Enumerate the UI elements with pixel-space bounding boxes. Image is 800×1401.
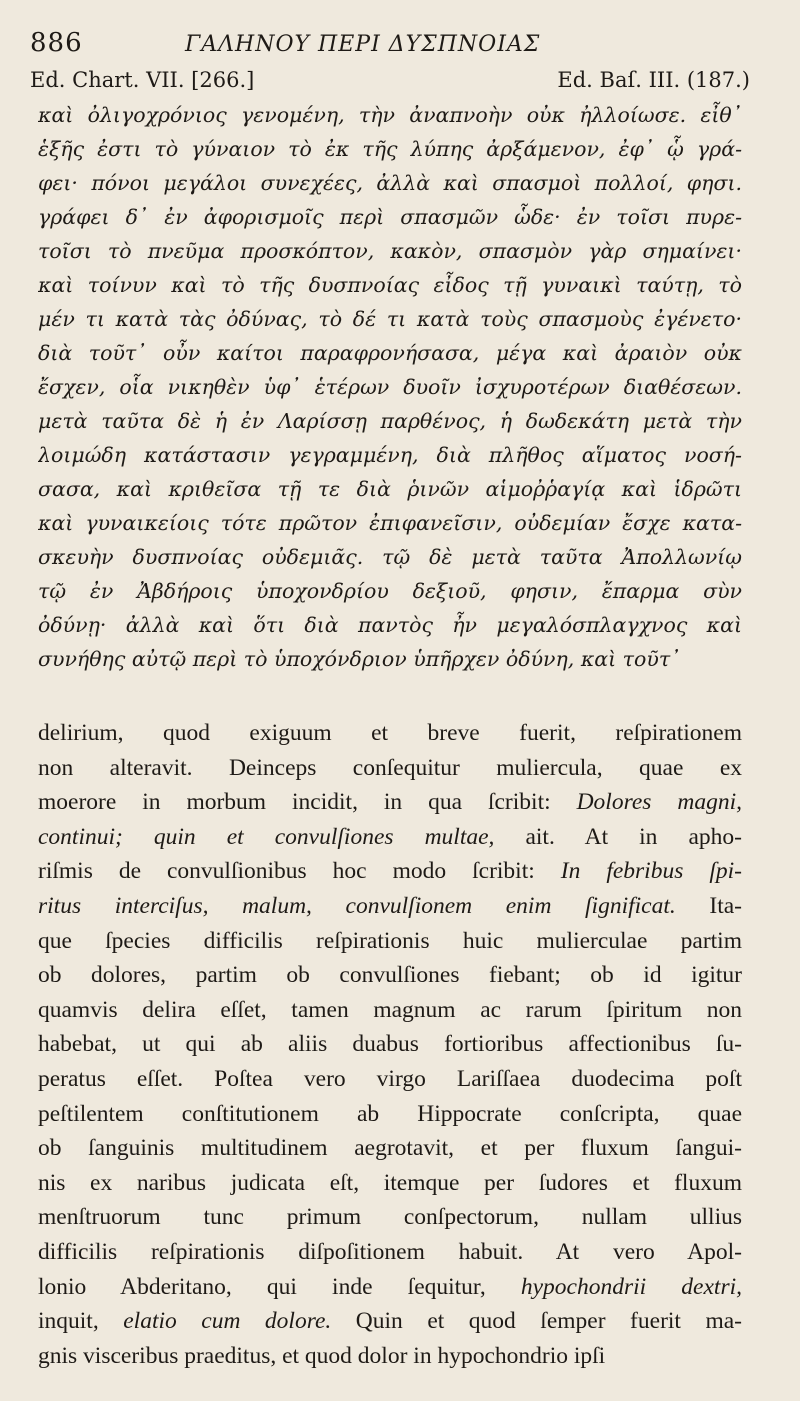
- latin-text-segment: peſtilentem conſtitutionem ab Hippocrate conſcripta, quae: [38, 1100, 742, 1127]
- latin-text-segment: inquit,: [38, 1308, 124, 1335]
- edition-chartier-ref: Ed. Chart. VII. [266.]: [30, 68, 255, 92]
- latin-text-line: [38, 751, 742, 786]
- latin-text-line: [38, 958, 742, 993]
- latin-text-segment: gnis visceribus praeditus, et quod dolor in hypochondrio ipſi: [38, 1342, 606, 1369]
- latin-text-line: [38, 1200, 742, 1235]
- greek-text-line: καὶ ὀλιγοχρόνιος γενομένη, τὴν ἀναπνοὴν οὐκ ἠλλοίωσε. εἶθ᾽: [38, 103, 742, 127]
- latin-text-segment: que ſpecies difficilis reſpirationis huic mulierculae partim: [38, 927, 742, 954]
- greek-text-line: τοῖσι τὸ πνεῦμα προσκόπτον, κακὸν, σπασμὸν γὰρ σημαίνει·: [38, 239, 742, 263]
- greek-text-line: λοιμώδη κατάστασιν γεγραμμένη, διὰ πλῆθος αἵματος νοσή-: [38, 443, 742, 467]
- greek-text-line: καὶ γυναικείοις τότε πρῶτον ἐπιφανεῖσιν, οὐδεμίαν ἔσχε κατα-: [38, 511, 742, 535]
- page-number: 886: [30, 28, 83, 58]
- latin-text-segment: Ita-: [675, 892, 742, 919]
- latin-text-line: [38, 1166, 742, 1201]
- latin-text-segment: nis ex naribus judicata eſt, itemque per ſudores et fluxum: [38, 1169, 742, 1196]
- latin-text-line: [38, 820, 742, 855]
- latin-text-segment: ob dolores, partim ob convulſiones fiebant; ob id igitur: [38, 962, 742, 989]
- latin-text-segment: Quin et quod ſemper fuerit ma-: [331, 1308, 742, 1335]
- latin-text-line: [38, 1131, 742, 1166]
- latin-text-block: [38, 716, 742, 1373]
- greek-text-line: μέν τι κατὰ τὰς ὀδύνας, τὸ δέ τι κατὰ τοὺς σπασμοὺς ἐγένετο·: [38, 307, 742, 331]
- latin-text-segment: moerore in morbum incidit, in qua ſcribit:: [38, 789, 577, 816]
- greek-text-line: διὰ τοῦτ᾽ οὖν καίτοι παραφρονήσασα, μέγα καὶ ἀραιὸν οὐκ: [38, 341, 742, 365]
- greek-text-line: συνήθης αὐτῷ περὶ τὸ ὑποχόνδριον ὑπῆρχεν ὀδύνη, καὶ τοῦτ᾽: [38, 647, 681, 671]
- greek-text-line: φει· πόνοι μεγάλοι συνεχέες, ἀλλὰ καὶ σπασμοὶ πολλοί, φησι.: [38, 171, 742, 195]
- greek-text-line: σασα, καὶ κριθεῖσα τῇ τε διὰ ῥινῶν αἱμοῤῥαγίᾳ καὶ ἱδρῶτι: [38, 477, 742, 501]
- latin-text-segment: peratus eſſet. Poſtea vero virgo Lariſſaea duodecima poſt: [38, 1065, 742, 1092]
- edition-basel-ref: Ed. Baſ. III. (187.): [557, 68, 750, 92]
- latin-text-segment: ob ſanguinis multitudinem aegrotavit, et per fluxum ſangui-: [38, 1135, 742, 1162]
- latin-italic-segment: continui; quin et convulſiones multae,: [38, 823, 495, 850]
- greek-text-line: ὀδύνῃ· ἀλλὰ καὶ ὅτι διὰ παντὸς ἦν μεγαλόσπλαγχνος καὶ: [38, 613, 742, 637]
- latin-text-segment: delirium, quod exiguum et breve fuerit, reſpirationem: [38, 720, 742, 746]
- latin-text-segment: non alteravit. Deinceps conſequitur muliercula, quae ex: [38, 754, 742, 781]
- latin-text-segment: menſtruorum tunc primum conſpectorum, nullam ullius: [38, 1204, 742, 1231]
- latin-text-line: [38, 716, 742, 751]
- latin-text-segment: lonio Abderitano, qui inde ſequitur,: [38, 1273, 521, 1300]
- latin-text-line: [38, 1027, 742, 1062]
- latin-text-line: [38, 854, 742, 889]
- latin-text-line: [38, 1270, 742, 1305]
- latin-text-line: [38, 1097, 742, 1132]
- page-header: [30, 26, 770, 62]
- latin-text-line: [38, 1062, 742, 1097]
- greek-text-line: καὶ τοίνυν καὶ τὸ τῆς δυσπνοίας εἶδος τῇ γυναικὶ ταύτῃ, τὸ: [38, 273, 742, 297]
- latin-italic-segment: hypochondrii dextri,: [520, 1273, 742, 1300]
- latin-text-line: [38, 924, 742, 959]
- latin-text-line: [38, 1339, 742, 1374]
- latin-text-segment: riſmis de convulſionibus hoc modo ſcribit:: [38, 858, 561, 885]
- latin-text-line: [38, 1235, 742, 1270]
- running-title: ΓΑΛΗΝΟΥ ΠΕΡΙ ΔΥΣΠΝΟΙΑΣ: [185, 32, 541, 57]
- latin-text-line: [38, 1304, 742, 1339]
- latin-text-segment: habebat, ut qui ab aliis duabus fortioribus affectionibus ſu-: [38, 1031, 742, 1058]
- latin-text-segment: quamvis delira eſſet, tamen magnum ac rarum ſpiritum non: [38, 996, 742, 1023]
- greek-text-block: [38, 98, 742, 676]
- latin-italic-segment: In febribus ſpi-: [560, 858, 742, 885]
- latin-italic-segment: Dolores magni,: [576, 789, 742, 816]
- edition-reference-line: [30, 68, 750, 96]
- latin-italic-segment: ritus interciſus, malum, convulſionem enim ſignificat.: [38, 892, 676, 919]
- greek-text-line: σκευὴν δυσπνοίας οὐδεμιᾶς. τῷ δὲ μετὰ ταῦτα Ἀπολλωνίῳ: [38, 545, 742, 569]
- greek-text-line: τῷ ἐν Ἀβδήροις ὑποχονδρίου δεξιοῦ, φησιν, ἔπαρμα σὺν: [38, 579, 742, 603]
- greek-text-line: γράφει δ᾽ ἐν ἀφορισμοῖς περὶ σπασμῶν ὧδε· ἐν τοῖσι πυρε-: [38, 205, 742, 229]
- greek-text-line: ἑξῆς ἐστι τὸ γύναιον τὸ ἐκ τῆς λύπης ἀρξάμενον, ἐφ᾽ ᾧ γρά-: [38, 137, 742, 161]
- greek-text-line: μετὰ ταῦτα δὲ ἡ ἐν Λαρίσσῃ παρθένος, ἡ δωδεκάτη μετὰ τὴν: [38, 409, 742, 433]
- latin-text-line: [38, 993, 742, 1028]
- latin-text-line: [38, 785, 742, 820]
- latin-text-segment: difficilis reſpirationis diſpoſitionem habuit. At vero Apol-: [38, 1238, 742, 1265]
- latin-italic-segment: elatio cum dolore.: [123, 1308, 332, 1335]
- latin-text-line: [38, 889, 742, 924]
- latin-text-segment: ait. At in apho-: [494, 823, 742, 850]
- greek-text-line: ἔσχεν, οἷα νικηθὲν ὑφ᾽ ἑτέρων δυοῖν ἰσχυροτέρων διαθέσεων.: [38, 375, 742, 399]
